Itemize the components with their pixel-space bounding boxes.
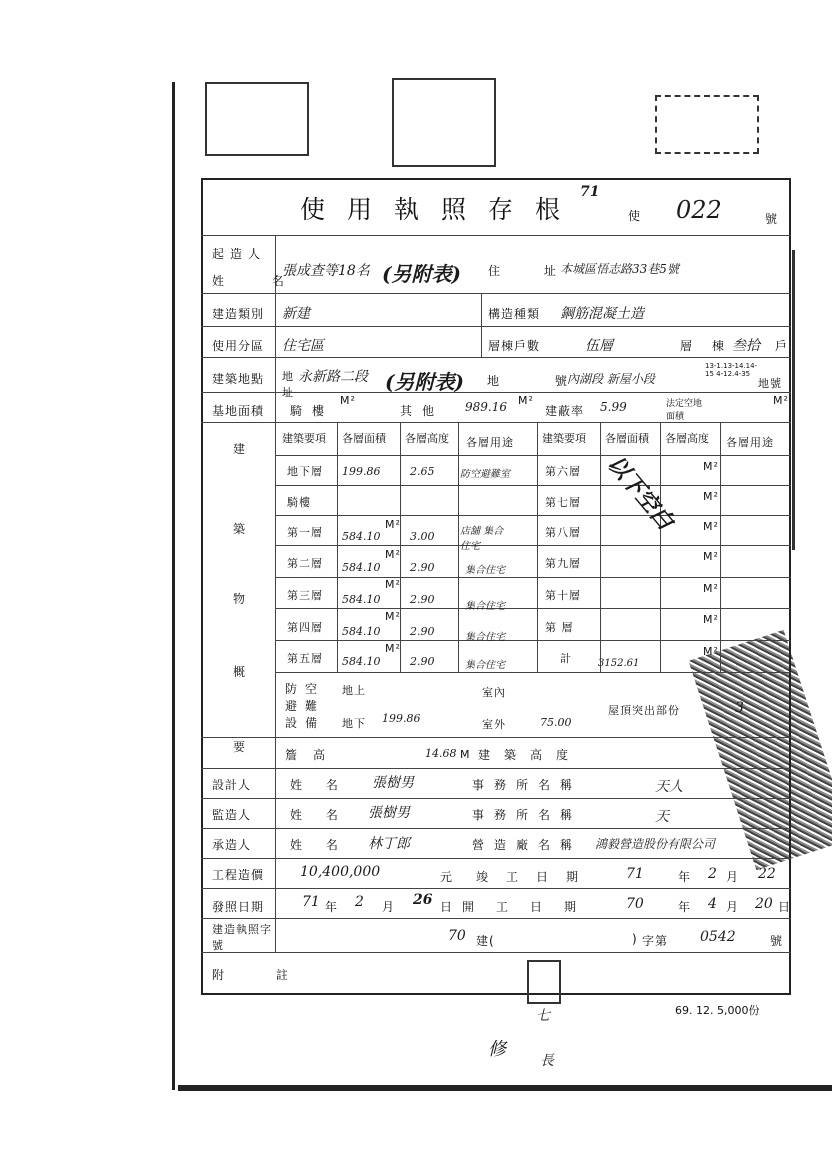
row-line <box>275 608 791 609</box>
start-label: 開工日期 <box>462 900 599 914</box>
right-floor-label: 第十層 <box>545 589 581 602</box>
start-month: 4 <box>708 896 717 912</box>
designer-office-label: 事務所名稱 <box>472 778 583 792</box>
col-line <box>600 422 601 672</box>
table-header: 建築要項 <box>542 432 586 445</box>
building-side-label-2: 築 <box>233 522 247 536</box>
floor-height: 2.90 <box>410 561 435 574</box>
col-line <box>660 422 661 672</box>
shelter-indoor-label: 室內 <box>482 686 506 699</box>
start-day: 20 <box>755 896 773 912</box>
floor-label: 第三層 <box>287 589 323 602</box>
arcade-unit: M² <box>340 394 356 407</box>
row-line <box>201 888 791 889</box>
row-line <box>201 828 791 829</box>
col-line <box>481 293 482 357</box>
floor-label: 第一層 <box>287 526 323 539</box>
floor-area: 584.10 <box>342 530 381 543</box>
units-value: 叁拾 <box>732 338 760 354</box>
unit-mark: M² <box>703 460 719 473</box>
bottom-border <box>178 1085 832 1091</box>
issue-label: 發照日期 <box>212 900 265 914</box>
unit-mark: M² <box>385 642 401 655</box>
building-side-label-1: 建 <box>233 442 247 456</box>
completion-label: 竣工日期 <box>476 870 597 884</box>
floor-use: 集合住宅 <box>465 660 505 671</box>
unit-mark: M² <box>385 518 401 531</box>
row-line <box>275 455 791 456</box>
row-line <box>275 577 791 578</box>
floor-area: 584.10 <box>342 593 381 606</box>
owner-role-label: 起造人 <box>212 247 267 261</box>
building-height-label: 建築高度 <box>478 748 583 762</box>
issue-day-word: 日 <box>440 900 454 914</box>
unit-mark: M² <box>385 610 401 623</box>
site-lot-value: 內湖段 新屋小段 <box>567 372 655 386</box>
permit-number: 0542 <box>700 929 736 945</box>
row-line <box>201 235 791 236</box>
col-line <box>400 422 401 672</box>
right-floor-label: 第六層 <box>545 465 581 478</box>
completion-day: 22 <box>758 866 776 882</box>
supervisor-name: 張樹男 <box>368 805 410 821</box>
owner-name-value: 張成查等18名 <box>282 263 370 279</box>
vacant-label: 法定空地面積 <box>666 399 703 422</box>
unit-mark: M² <box>703 520 719 533</box>
owner-address-value: 本城區悟志路33巷5號 <box>560 262 679 276</box>
unit-mark: M² <box>385 578 401 591</box>
supervisor-name-label: 姓 名 <box>290 808 348 822</box>
right-floor-total-label: 計 <box>560 652 572 665</box>
print-note: 69. 12. 5,000份 <box>675 1004 760 1017</box>
households-label: 層棟戶數 <box>488 339 541 353</box>
unit-mark: M² <box>703 490 719 503</box>
floor-area: 584.10 <box>342 655 381 668</box>
table-header: 各層面積 <box>605 432 649 445</box>
row-line <box>275 515 791 516</box>
designer-name-label: 姓 名 <box>290 778 348 792</box>
floor-label: 第二層 <box>287 557 323 570</box>
building-side-label-3: 物 <box>233 592 247 606</box>
shelter-outdoor-label: 室外 <box>482 718 506 731</box>
col-line <box>275 737 276 952</box>
floor-label: 第四層 <box>287 621 323 634</box>
vacant-unit: M² <box>773 394 789 407</box>
floor-height: 2.90 <box>410 593 435 606</box>
floor-use: 防空避難室 <box>460 469 510 480</box>
floor-use: 集合住宅 <box>465 632 505 643</box>
completion-month-word: 月 <box>726 870 740 884</box>
eave-height-unit: M <box>460 748 471 761</box>
license-no-value: 022 <box>676 196 722 224</box>
shelter-above-label: 地上 <box>342 684 366 697</box>
row-line <box>201 737 791 738</box>
owner-address-label: 住 址 <box>488 264 576 278</box>
note-label: 附 註 <box>212 968 312 982</box>
coverage-value: 5.99 <box>600 400 627 414</box>
designer-office: 天人 <box>655 779 683 795</box>
start-day-word: 日 <box>778 900 792 914</box>
row-line <box>275 672 791 673</box>
floor-use: 集合住宅 <box>465 565 505 576</box>
row-line <box>275 640 791 641</box>
coverage-label: 建蔽率 <box>545 404 585 418</box>
row-line <box>201 952 791 953</box>
license-no-suffix: 號 <box>765 212 779 226</box>
row-line <box>201 357 791 358</box>
row-line <box>275 485 791 486</box>
issue-month: 2 <box>355 894 364 910</box>
chief-stamp: 長 <box>540 1053 554 1069</box>
units-label: 層 棟 <box>680 339 732 353</box>
use-zone-label: 使用分區 <box>212 339 265 353</box>
roof-value: 3 <box>735 700 744 716</box>
supervisor-role: 監造人 <box>212 808 252 822</box>
permit-suffix: 號 <box>770 934 784 948</box>
permit-middle: ) <box>632 932 638 946</box>
unit-mark: M² <box>385 548 401 561</box>
completion-year: 71 <box>626 866 644 882</box>
floor-area: 584.10 <box>342 625 381 638</box>
unit-mark: M² <box>703 550 719 563</box>
issue-year-word: 年 <box>325 900 339 914</box>
right-floor-label: 第 層 <box>545 621 574 634</box>
col-line <box>275 235 276 737</box>
supervisor-office: 天 <box>655 809 669 825</box>
units-suffix: 戶 <box>775 339 789 353</box>
other-value: 989.16 <box>465 400 507 414</box>
row-line <box>201 798 791 799</box>
contractor-role: 承造人 <box>212 838 252 852</box>
unit-mark: M² <box>703 613 719 626</box>
floor-label: 騎樓 <box>287 496 311 509</box>
contractor-name: 林丁郎 <box>368 836 410 852</box>
owner-name-stamp: (另附表) <box>382 262 461 286</box>
shelter-outdoor-value: 75.00 <box>540 716 572 729</box>
permit-label: 建造執照字號 <box>212 923 272 952</box>
row-line <box>201 918 791 919</box>
use-zone-value: 住宅區 <box>282 338 324 354</box>
right-floor-label: 第七層 <box>545 496 581 509</box>
site-lot-label: 地 號 <box>487 374 593 388</box>
shelter-below-value: 199.86 <box>382 712 421 725</box>
table-header: 各層高度 <box>665 432 709 445</box>
top-middle-stamp <box>392 78 496 167</box>
unit-mark: M² <box>703 645 719 658</box>
site-label: 建築地點 <box>212 372 265 386</box>
structure-label: 構造種類 <box>488 307 541 321</box>
other-label: 其他 <box>400 404 445 418</box>
area-label: 基地面積 <box>212 404 265 418</box>
eave-height-value: 14.68 <box>425 747 457 760</box>
row-line <box>201 293 791 294</box>
top-left-stamp <box>205 82 309 156</box>
start-year: 70 <box>626 896 644 912</box>
shelter-below-label: 地下 <box>342 717 366 730</box>
completion-year-word: 年 <box>678 870 692 884</box>
table-header: 各層用途 <box>466 436 514 449</box>
site-address-stamp: (另附表) <box>385 370 464 394</box>
top-right-stamp <box>655 95 759 154</box>
row-line <box>201 768 791 769</box>
eave-height-label: 簷高 <box>285 748 342 762</box>
issue-month-word: 月 <box>382 900 396 914</box>
start-month-word: 月 <box>726 900 740 914</box>
building-side-label-4: 概 <box>233 665 247 679</box>
permit-year: 70 <box>448 928 466 944</box>
floors-total-value: 3152.61 <box>598 658 640 669</box>
cost-unit: 元 <box>440 870 454 884</box>
other-unit: M² <box>518 394 534 407</box>
unit-mark: M² <box>703 582 719 595</box>
floor-area: 584.10 <box>342 561 381 574</box>
bottom-seal <box>527 960 561 1004</box>
floor-use: 店舖 集合住宅 <box>460 526 504 552</box>
table-header: 各層用途 <box>726 436 774 449</box>
issue-day: 26 <box>413 892 433 908</box>
cost-label: 工程造價 <box>212 868 265 882</box>
floor-use: 集合住宅 <box>465 601 505 612</box>
floor-height: 3.00 <box>410 530 435 543</box>
structure-value: 鋼筋混凝土造 <box>560 306 644 322</box>
supervisor-office-label: 事務所名稱 <box>472 808 583 822</box>
row-line <box>201 858 791 859</box>
permit-number-label: 字第 <box>642 934 669 948</box>
left-border <box>172 82 175 1090</box>
blank-note: 以下空白 <box>602 450 679 535</box>
floor-area: 199.86 <box>342 465 381 478</box>
shelter-label: 防空避難設備 <box>285 682 326 730</box>
row-line <box>275 545 791 546</box>
contractor-office: 鴻毅營造股份有限公司 <box>595 837 716 851</box>
col-line <box>458 422 459 672</box>
building-type-label: 建造類別 <box>212 307 265 321</box>
building-type-value: 新建 <box>282 306 310 322</box>
site-address-value: 永新路二段 <box>298 369 368 385</box>
table-header: 各層高度 <box>405 432 449 445</box>
table-header: 建築要項 <box>282 432 326 445</box>
site-lot-numbers: 13-1.13-14.14-15 4-12.4-35 <box>705 362 758 378</box>
start-year-word: 年 <box>678 900 692 914</box>
right-floor-label: 第九層 <box>545 557 581 570</box>
page-title: 使用執照存根 <box>300 195 583 224</box>
floor-label: 地下層 <box>287 465 323 478</box>
arcade-label: 騎樓 <box>290 404 335 418</box>
cost-value: 10,400,000 <box>300 864 381 880</box>
col-line <box>720 422 721 672</box>
completion-month: 2 <box>708 866 717 882</box>
building-side-label-5: 要 <box>233 740 247 754</box>
site-address-prefix: 地址 <box>282 370 294 399</box>
permit-prefix: 建( <box>476 934 495 948</box>
col-line <box>337 422 338 672</box>
designer-name: 張樹男 <box>372 775 414 791</box>
designer-role: 設計人 <box>212 778 252 792</box>
floor-height: 2.90 <box>410 625 435 638</box>
row-line <box>201 326 791 327</box>
site-lot-suffix: 地號 <box>758 377 782 390</box>
floor-height: 2.90 <box>410 655 435 668</box>
seal-text: 七 <box>536 1008 550 1024</box>
contractor-office-label: 營造廠名稱 <box>472 838 583 852</box>
contractor-name-label: 姓 名 <box>290 838 348 852</box>
issue-year: 71 <box>302 894 320 910</box>
floor-label: 第五層 <box>287 652 323 665</box>
right-floor-label: 第八層 <box>545 526 581 539</box>
col-line <box>537 422 538 672</box>
repair-stamp: 修 <box>488 1039 506 1060</box>
floors-value: 伍層 <box>585 338 613 354</box>
row-line <box>201 422 791 423</box>
right-margin-seal <box>792 250 825 550</box>
number-mark: 71 <box>580 184 600 200</box>
roof-label: 屋頂突出部份 <box>608 704 680 717</box>
floor-height: 2.65 <box>410 465 435 478</box>
owner-name-label: 姓 名 <box>212 274 306 288</box>
license-no-label: 使 <box>628 209 642 223</box>
table-header: 各層面積 <box>342 432 386 445</box>
